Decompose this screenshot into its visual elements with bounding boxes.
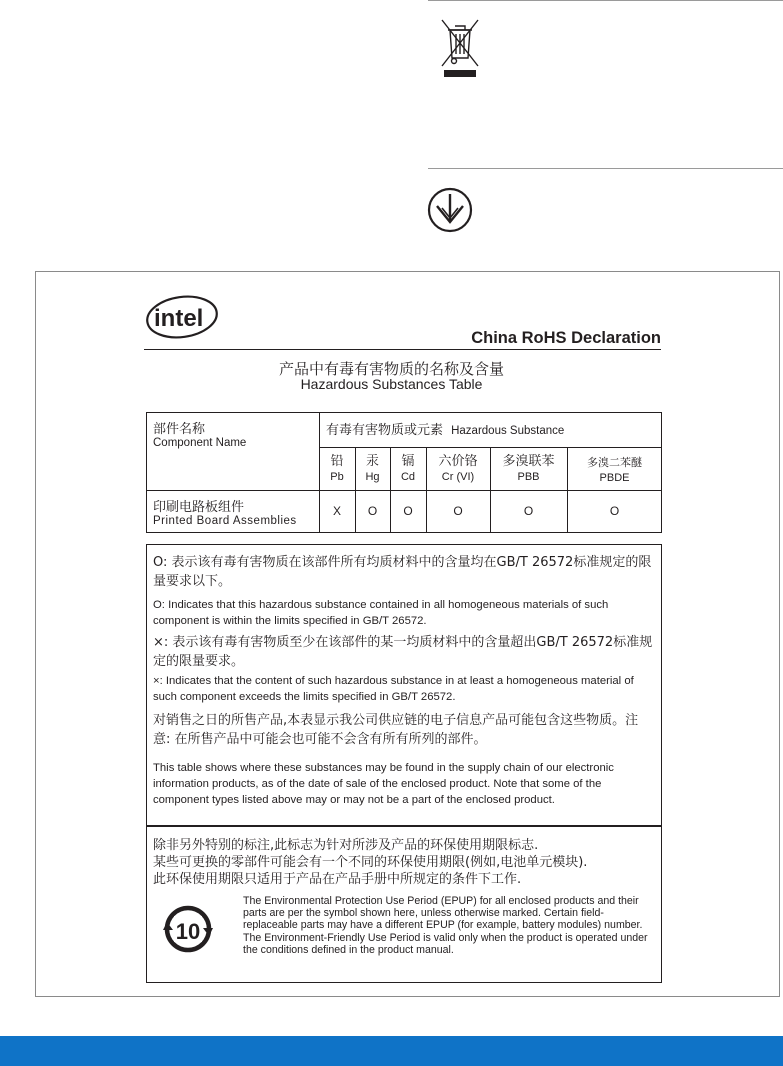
note-x-en: ×: Indicates that the content of such hazardous substance in at least a homogeneous material of such component exceeds the limits specified in GB/T 26572. [153, 675, 634, 703]
epup-cn-line-2: 某些可更换的零部件可能会有一个不同的环保使用期限(例如,电池单元模块). [153, 855, 588, 870]
epup-cn-line-1: 除非另外特别的标注,此标志为针对所涉及产品的环保使用期限标志. [153, 838, 539, 853]
column-header-en: PBDE [599, 472, 630, 484]
table-cell-pbde: O [609, 504, 620, 518]
column-header-en: Hg [365, 471, 380, 483]
column-header-cn: 多溴二苯醚 [587, 456, 642, 469]
column-header-cn: 六价铬 [438, 454, 478, 469]
table-cell-hg: O [367, 504, 378, 518]
substance-header-cn: 有毒有害物质或元素 [326, 423, 444, 438]
column-header-cn: 多溴联苯 [502, 454, 555, 469]
top-rule [428, 0, 783, 1]
column-header-en: Cr (VI) [441, 471, 475, 483]
table-cell-cr6: O [453, 504, 463, 518]
column-header-cn: 汞 [365, 454, 379, 469]
row-component-en: Printed Board Assemblies [153, 515, 297, 527]
row-component-cn: 印刷电路板组件 [153, 500, 245, 515]
epup-10-year-icon [163, 904, 213, 954]
component-header-en: Component Name [153, 437, 247, 449]
column-header-hg [355, 454, 390, 484]
intel-logo-text: intel [154, 305, 204, 332]
footer-bar [0, 1036, 783, 1066]
column-header-pbde [567, 455, 662, 485]
table-cell-pb: X [332, 504, 341, 518]
substance-header-en: Hazardous Substance [451, 425, 565, 437]
column-header-cr6 [426, 454, 490, 484]
note-supply-en: This table shows where these substances may be found in the supply chain of our electronic information products, as of the date of sale of the enclosed product. Note that some of the component types listed above may or may not be a part of the enclosed product. [153, 762, 614, 806]
epup-symbol-number: 10 [175, 919, 201, 944]
table-divider [146, 490, 662, 491]
table-title-en: Hazardous Substances Table [300, 376, 483, 392]
intel-logo [144, 290, 220, 340]
table-title-cn: 产品中有毒有害物质的名称及含量 [278, 360, 504, 378]
crossed-out-wheelie-bin-icon [440, 18, 480, 80]
eac-mark-icon [426, 186, 474, 234]
note-o-en: O: Indicates that this hazardous substance contained in all homogeneous materials of such component is within the limits specified in GB/T 26572. [153, 599, 609, 627]
note-supply-cn: 对销售之日的所售产品,本表显示我公司供应链的电子信息产品可能包含这些物质。注意: 在所售产品中可能会也可能不会含有所有所列的部件。 [153, 713, 639, 747]
declaration-title: China RoHS Declaration [471, 329, 661, 347]
epup-cn-line-3: 此环保使用期限只适用于产品在产品手册中所规定的条件下工作. [153, 872, 522, 887]
column-header-pbb [490, 454, 567, 484]
mid-rule [428, 168, 783, 169]
note-x-cn: ×: 表示该有毒有害物质至少在该部件的某一均质材料中的含量超出GB/T 26572标准规定的限量要求。 [153, 635, 653, 669]
column-header-cn: 镉 [401, 454, 415, 469]
table-cell-cd: O [403, 504, 413, 518]
column-header-en: Cd [400, 471, 416, 483]
column-header-cn: 铅 [330, 454, 344, 469]
component-header-cn: 部件名称 [153, 422, 206, 437]
title-divider [144, 349, 661, 350]
column-header-en: Pb [330, 471, 344, 483]
column-header-en: PBB [517, 471, 540, 483]
note-o-cn: O: 表示该有毒有害物质在该部件所有均质材料中的含量均在GB/T 26572标准规定的限量要求以下。 [153, 555, 652, 589]
column-header-cd [390, 454, 426, 484]
substance-header [326, 419, 564, 438]
column-header-pb [319, 454, 355, 484]
epup-en-text: The Environmental Protection Use Period (EPUP) for all enclosed products and their parts are per the symbol shown here, unless otherwise marked. Certain field-replaceable parts may have a different EPUP (for example, battery modules) number. The Environment-Friendly Use Period is valid only when the product is operated under the conditions defined in the product manual. [243, 895, 648, 956]
table-cell-pbb: O [523, 504, 534, 518]
